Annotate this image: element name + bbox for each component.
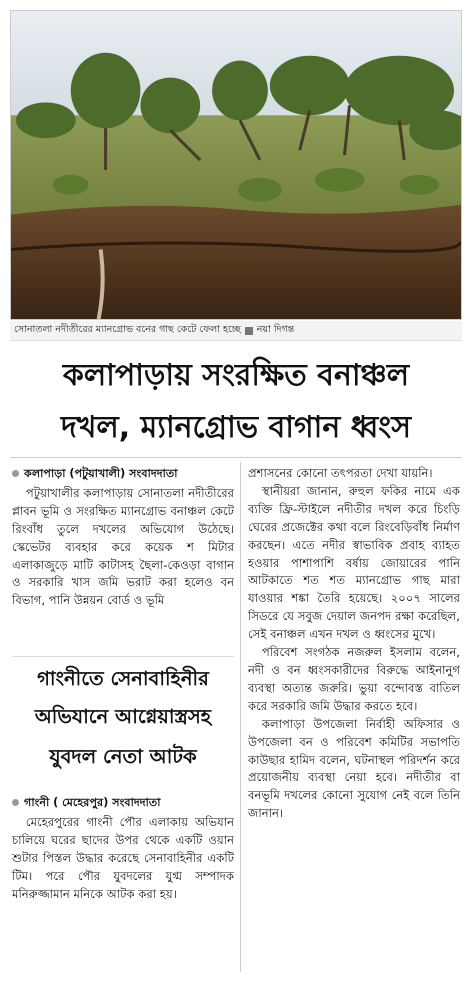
headline-line-2: দখল, ম্যানগ্রোভ বাগান ধ্বংস <box>60 410 412 445</box>
column-divider <box>240 462 241 972</box>
article1-right-p3: পরিবেশ সংগঠক নজরুল ইসলাম বলেন, নদী ও বন ধ্বংসকারীদের বিরুদ্ধে আইনানুগ ব্যবস্থা অত্যন্ত জরুরি। ভুয়া বন্দোবস্ত বাতিল করে সরকারি জমি উদ্ধার করতে হবে। <box>248 645 460 713</box>
mangrove-photo-illustration <box>11 11 461 319</box>
bullet-icon <box>12 470 19 477</box>
article2-headline-line-2: অভিযানে আগ্নেয়াস্ত্রসহ <box>34 705 212 728</box>
photo-credit: নয়া দিগন্ত <box>256 324 295 335</box>
article1-right-p2: স্থানীয়রা জানান, রুহুল ফকির নামে এক ব্যক্তি ফ্রি-স্টাইলে নদীতীর দখল করে চিংড়ি ঘেরের প্রজেক্টের কথা বলে রিংবেড়িবাঁধ নির্মাণ করছেন। এতে নদীর স্বাভাবিক প্রবাহ ব্যাহত হওয়ার পাশাপাশি বর্ষায় জোয়ারের পানি আটকাতে শত শত ম্যানগ্রোভ গাছ মারা যাওয়ার শঙ্কা তৈরি হয়েছে। ২০০৭ সালের সিডরে যে সবুজ দেয়াল জনপদ রক্ষা করেছিল, সেই বনাঞ্চল এখন দখল ও ধ্বংসের মুখে। <box>248 483 460 642</box>
article1-right-column <box>248 465 460 823</box>
photo-caption <box>10 321 462 341</box>
article2-headline-line-1: গাংনীতে সেনাবাহিনীর <box>37 667 209 690</box>
separator-square-icon <box>245 327 253 335</box>
article2-text: মেহেরপুরের গাংনী পৌর এলাকায় অভিযান চালিয়ে ঘরের ছাদের উপর থেকে একটি ওয়ান শুটার পিস্তল উদ্ধার করেছে সেনাবাহিনীর একটি টিম। পরে পৌর যুবদলের যুগ্ম সম্পাদক মনিরুজ্জামান মনিকে আটক করা হয়। <box>12 814 234 901</box>
article1-left-text: পটুয়াখালীর কলাপাড়ায় সোনাতলা নদীতীরের প্লাবন ভূমি ও সংরক্ষিত ম্যানগ্রোভ বনাঞ্চল কেটে রিংবাঁধ তুলে দখলের অভিযোগ উঠেছে। স্কেভেটর ব্যবহার করে কয়েক শ মিটার এলাকাজুড়ে মাটি কাটাসহ ছৈলা-কেওড়া বাগান ও সরকারি খাস জমি ভরাট করা হলেও বন বিভাগ, পানি উন্নয়ন বোর্ড ও ভূমি <box>12 485 234 608</box>
bullet-icon <box>12 799 19 806</box>
article2-byline <box>12 794 234 812</box>
headline-line-1: কলাপাড়ায় সংরক্ষিত বনাঞ্চল <box>62 358 410 393</box>
article1-byline-text: কলাপাড়া (পটুয়াখালী) সংবাদদাতা <box>24 467 178 480</box>
article2-column <box>12 794 234 903</box>
article1-right-p1: প্রশাসনের কোনো তৎপরতা দেখা যায়নি। <box>248 466 433 480</box>
article2-headline-line-3: যুবদল নেতা আটক <box>49 745 197 768</box>
article1-byline <box>12 465 234 483</box>
news-photo <box>10 10 462 320</box>
article2-byline-text: গাংনী ( মেহেরপুর) সংবাদদাতা <box>24 796 161 809</box>
caption-text: সোনাতলা নদীতীরের ম্যানগ্রোভ বনের গাছ কেটে ফেলা হচ্ছে <box>14 324 241 335</box>
article1-right-p4: কলাপাড়া উপজেলা নির্বাহী অফিসার ও উপজেলা বন ও পরিবেশ কমিটির সভাপতি কাউছার হামিদ বলেন, ঘটনাস্থল পরিদর্শন করে প্রয়োজনীয় ব্যবস্থা নেয়া হবে। নদীতীর বা বনভূমি দখলের কোনো সুযোগ নেই বলে তিনি জানান। <box>248 716 460 821</box>
headline-divider <box>10 457 462 458</box>
article2-divider <box>12 656 234 657</box>
article1-left-column <box>12 465 234 610</box>
